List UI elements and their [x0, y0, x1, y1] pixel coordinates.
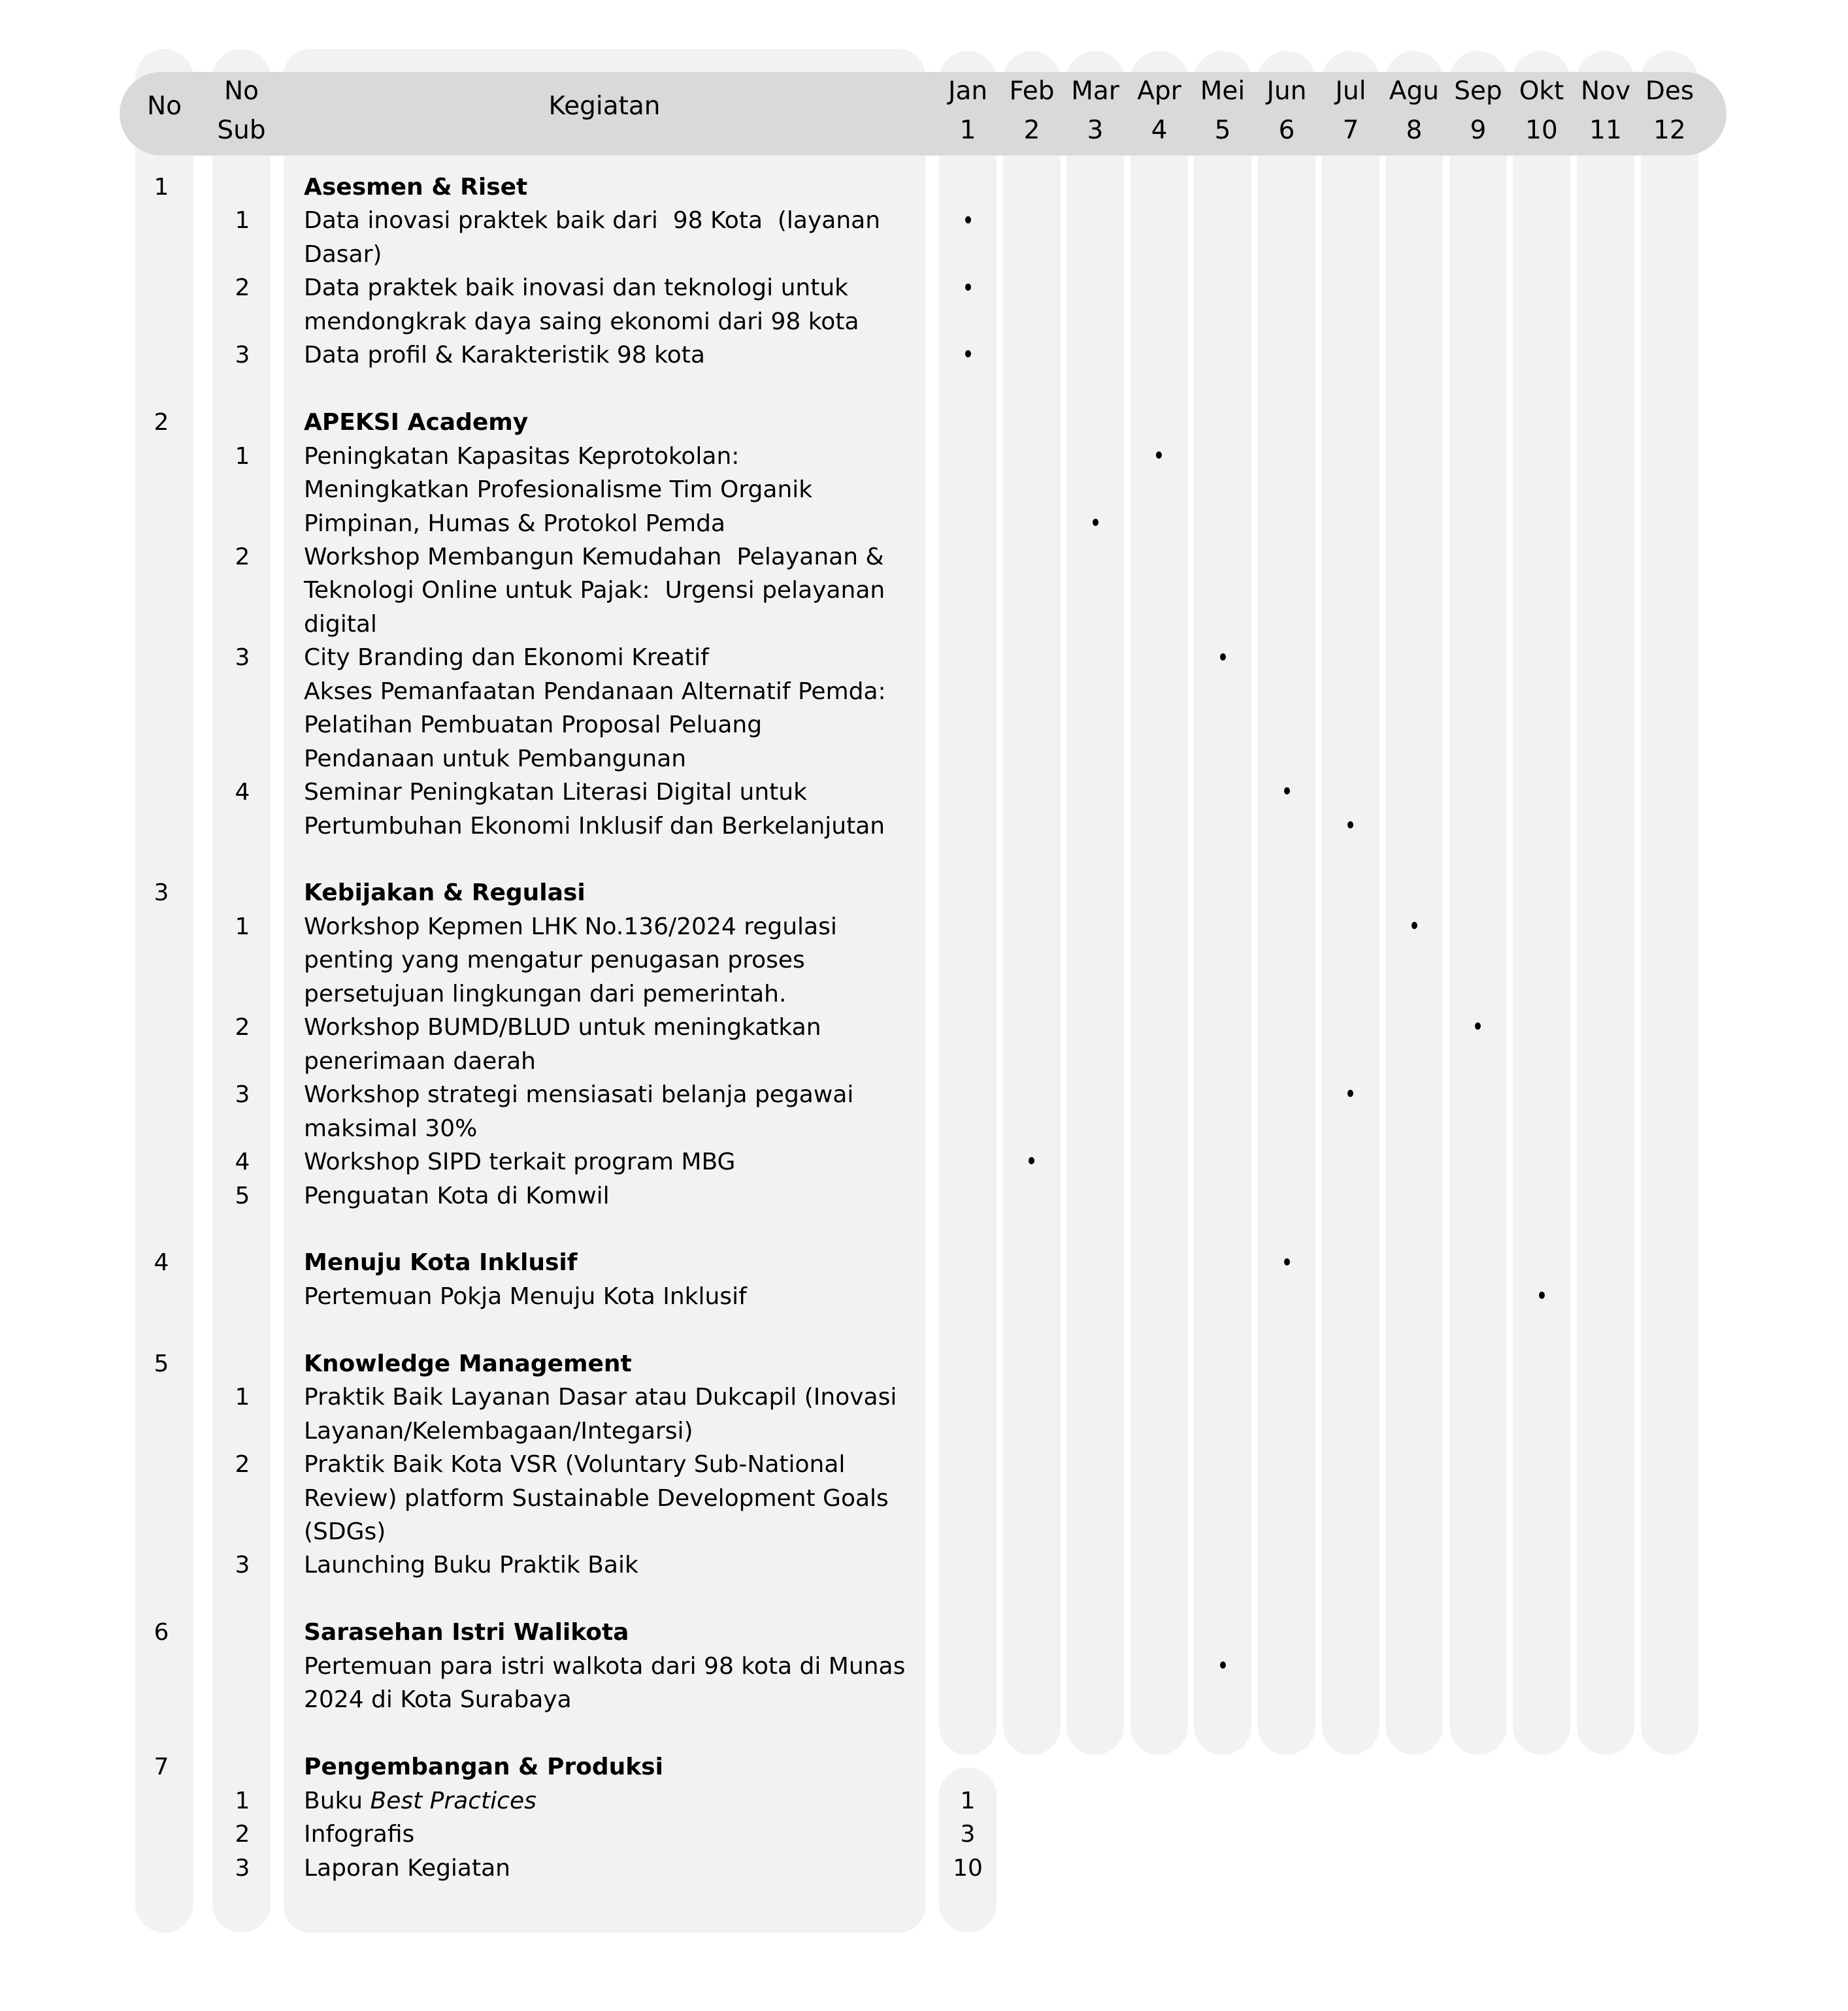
- row-sub-no: 1: [235, 207, 250, 234]
- activity-text-main: City Branding dan Ekonomi Kreatif: [304, 644, 709, 671]
- activity-text-main: Knowledge Management: [304, 1350, 632, 1377]
- schedule-dot-icon: [1475, 1022, 1481, 1030]
- activity-text-main: Pelatihan Pembuatan Proposal Peluang: [304, 711, 763, 738]
- schedule-dot-icon: [1220, 653, 1226, 661]
- activity-text-main: Kebijakan & Regulasi: [304, 879, 586, 906]
- activity-text-main: APEKSI Academy: [304, 409, 529, 436]
- activity-text: [304, 1482, 889, 1516]
- column-month-nov: [1577, 51, 1634, 1755]
- schedule-dot-icon: [1347, 821, 1353, 828]
- schedule-dot-icon: [1411, 922, 1417, 929]
- activity-text: [304, 440, 739, 474]
- header-kegiatan: Kegiatan: [548, 91, 661, 121]
- column-month-feb: [1003, 51, 1061, 1755]
- production-count: 1: [960, 1788, 976, 1814]
- row-sub-no: 3: [235, 342, 250, 368]
- header-no-sub-line2: Sub: [217, 116, 266, 145]
- activity-text: [304, 473, 812, 507]
- activity-text-main: Infografis: [304, 1821, 415, 1848]
- activity-text-main: (SDGs): [304, 1518, 386, 1545]
- activity-text-main: Dasar): [304, 241, 382, 268]
- schedule-dot-icon: [1156, 451, 1162, 459]
- activity-text-main: Peningkatan Kapasitas Keprotokolan:: [304, 443, 740, 470]
- column-month-sep: [1449, 51, 1507, 1755]
- header-no: No: [146, 91, 182, 121]
- activity-text-main: Workshop Membangun Kemudahan Pelayanan &: [304, 544, 884, 570]
- activity-text: [304, 238, 382, 272]
- row-sub-no: 5: [235, 1183, 250, 1209]
- row-sub-no: 3: [235, 1081, 250, 1108]
- activity-text-main: Pertemuan para istri walkota dari 98 kota di Munas: [304, 1653, 906, 1680]
- activity-text: [304, 305, 859, 339]
- header-month-name: Mei: [1200, 76, 1246, 106]
- activity-text: [304, 809, 885, 843]
- activity-text: [304, 338, 705, 372]
- activity-text-main: Workshop Kepmen LHK No.136/2024 regulasi: [304, 913, 837, 940]
- header-month-number: 8: [1406, 116, 1423, 145]
- activity-text: [304, 641, 709, 675]
- column-month-apr: [1130, 51, 1188, 1755]
- header-month-number: 11: [1589, 116, 1622, 145]
- group-title: [304, 1750, 663, 1784]
- activity-text: [304, 1548, 638, 1582]
- column-no: [135, 49, 193, 1933]
- activity-text-main: Meningkatkan Profesionalisme Tim Organik: [304, 476, 813, 503]
- schedule-dot-icon: [1029, 1157, 1034, 1164]
- activity-text: [304, 608, 377, 642]
- header-month-number: 3: [1087, 116, 1104, 145]
- activity-text-main: Buku: [304, 1788, 371, 1814]
- activity-text: [304, 1381, 897, 1414]
- activity-text: [304, 675, 886, 709]
- column-no-sub: [212, 49, 271, 1933]
- schedule-dot-icon: [1539, 1292, 1545, 1299]
- header-month-number: 2: [1023, 116, 1040, 145]
- group-title: [304, 1246, 577, 1280]
- column-month-jun: [1258, 51, 1315, 1755]
- activity-text: [304, 776, 807, 809]
- activity-text: [304, 1650, 905, 1684]
- activity-text: [304, 1515, 386, 1549]
- schedule-dot-icon: [1093, 519, 1098, 526]
- column-month-des: [1641, 51, 1698, 1755]
- header-month-name: Sep: [1454, 76, 1502, 106]
- row-no: 3: [154, 879, 169, 906]
- activity-text-main: mendongkrak daya saing ekonomi dari 98 kota: [304, 308, 859, 335]
- header-month-number: 1: [959, 116, 976, 145]
- activity-text-main: Workshop BUMD/BLUD untuk meningkatkan: [304, 1014, 821, 1041]
- row-sub-no: 2: [235, 1014, 250, 1041]
- activity-text-main: Penguatan Kota di Komwil: [304, 1183, 610, 1209]
- activity-text: [304, 1011, 821, 1045]
- header-month-number: 6: [1278, 116, 1295, 145]
- activity-text: [304, 1414, 693, 1448]
- header-month-number: 4: [1151, 116, 1168, 145]
- row-no: 5: [154, 1350, 169, 1377]
- activity-text-main: Menuju Kota Inklusif: [304, 1249, 578, 1276]
- production-count: 3: [960, 1821, 976, 1848]
- row-no: 1: [154, 174, 169, 201]
- header-month-name: Jan: [948, 76, 988, 106]
- schedule-dot-icon: [1220, 1661, 1226, 1669]
- activity-text-main: Launching Buku Praktik Baik: [304, 1552, 638, 1578]
- header-month-name: Apr: [1137, 76, 1181, 106]
- row-sub-no: 2: [235, 1821, 250, 1848]
- row-no: 7: [154, 1754, 169, 1780]
- activity-text: [304, 574, 885, 608]
- row-sub-no: 1: [235, 913, 250, 940]
- activity-text-main: digital: [304, 611, 377, 638]
- activity-text: [304, 1078, 853, 1112]
- header-month-number: 7: [1342, 116, 1359, 145]
- row-sub-no: 4: [235, 779, 250, 806]
- schedule-dot-icon: [1284, 787, 1290, 794]
- header-month-name: Okt: [1519, 76, 1564, 106]
- header-month-name: Des: [1645, 76, 1694, 106]
- header-no-sub-line1: No: [223, 76, 259, 106]
- row-sub-no: 2: [235, 1451, 250, 1478]
- activity-text-main: Pengembangan & Produksi: [304, 1754, 663, 1780]
- header-month-name: Agu: [1389, 76, 1440, 106]
- activity-text-main: Seminar Peningkatan Literasi Digital untuk: [304, 779, 807, 806]
- activity-text: [304, 1179, 610, 1213]
- activity-text-main: 2024 di Kota Surabaya: [304, 1686, 572, 1713]
- header-month-number: 9: [1470, 116, 1487, 145]
- activity-text-main: Pertemuan Pokja Menuju Kota Inklusif: [304, 1283, 747, 1310]
- activity-text-main: Teknologi Online untuk Pajak: Urgensi pelayanan: [304, 577, 885, 604]
- schedule-dot-icon: [1284, 1258, 1290, 1266]
- activity-text-main: Sarasehan Istri Walikota: [304, 1619, 629, 1646]
- row-sub-no: 3: [235, 644, 250, 671]
- row-sub-no: 1: [235, 1788, 250, 1814]
- activity-text-main: penerimaan daerah: [304, 1048, 536, 1075]
- activity-text: [304, 1448, 845, 1482]
- activity-text: [304, 507, 725, 541]
- column-month-agu: [1385, 51, 1443, 1755]
- row-sub-no: 3: [235, 1855, 250, 1882]
- group-title: [304, 1347, 632, 1381]
- activity-text-italic: Best Practices: [370, 1788, 536, 1814]
- activity-text-main: penting yang mengatur penugasan proses: [304, 947, 805, 973]
- header-month-name: Feb: [1009, 76, 1055, 106]
- activity-text-main: maksimal 30%: [304, 1115, 478, 1142]
- activity-text: [304, 204, 880, 238]
- activity-text-main: Praktik Baik Kota VSR (Voluntary Sub-National: [304, 1451, 846, 1478]
- activity-text: [304, 1112, 477, 1146]
- production-count: 10: [953, 1855, 983, 1882]
- activity-text-main: Laporan Kegiatan: [304, 1855, 510, 1882]
- row-no: 2: [154, 409, 169, 436]
- header-month-name: Nov: [1580, 76, 1631, 106]
- row-sub-no: 1: [235, 1384, 250, 1411]
- activity-text-main: Pertumbuhan Ekonomi Inklusif dan Berkelanjutan: [304, 813, 885, 840]
- row-sub-no: 2: [235, 544, 250, 570]
- activity-text: [304, 271, 848, 305]
- group-title: [304, 171, 527, 204]
- activity-text: [304, 1784, 536, 1818]
- column-month-okt: [1513, 51, 1570, 1755]
- header-month-number: 5: [1214, 116, 1231, 145]
- row-sub-no: 1: [235, 443, 250, 470]
- activity-text-main: Review) platform Sustainable Development Goals: [304, 1485, 889, 1512]
- activity-text: [304, 1818, 414, 1852]
- activity-text-main: Layanan/Kelembagaan/Integarsi): [304, 1418, 693, 1445]
- activity-text: [304, 1145, 735, 1179]
- activity-text-main: Asesmen & Riset: [304, 174, 528, 201]
- activity-text: [304, 943, 805, 977]
- schedule-dot-icon: [965, 350, 971, 357]
- row-no: 6: [154, 1619, 169, 1646]
- column-month-mei: [1194, 51, 1251, 1755]
- group-title: [304, 1616, 629, 1650]
- schedule-dot-icon: [965, 216, 971, 223]
- row-sub-no: 3: [235, 1552, 250, 1578]
- activity-text: [304, 1045, 536, 1079]
- schedule-dot-icon: [965, 284, 971, 291]
- activity-text-main: Workshop strategi mensiasati belanja pegawai: [304, 1081, 854, 1108]
- header-month-name: Mar: [1071, 76, 1119, 106]
- column-month-jul: [1322, 51, 1379, 1755]
- header-month-name: Jul: [1335, 76, 1366, 106]
- group-title: [304, 876, 586, 910]
- activity-text: [304, 977, 786, 1011]
- header-month-number: 12: [1653, 116, 1686, 145]
- activity-text: [304, 540, 884, 574]
- header-month-number: 10: [1525, 116, 1558, 145]
- activity-text-main: Akses Pemanfaatan Pendanaan Alternatif Pemda:: [304, 678, 886, 705]
- activity-text: [304, 1683, 572, 1717]
- activity-text-main: Data praktek baik inovasi dan teknologi untuk: [304, 274, 848, 301]
- row-no: 4: [154, 1249, 169, 1276]
- activity-text: [304, 910, 837, 944]
- activity-text: [304, 742, 686, 776]
- activity-text-main: Pendanaan untuk Pembangunan: [304, 745, 687, 772]
- row-sub-no: 2: [235, 274, 250, 301]
- activity-text-main: Data inovasi praktek baik dari 98 Kota (layanan: [304, 207, 881, 234]
- column-month-mar: [1066, 51, 1124, 1755]
- column-month-jan: [939, 51, 997, 1755]
- activity-text-main: persetujuan lingkungan dari pemerintah.: [304, 981, 787, 1007]
- group-title: [304, 406, 528, 440]
- row-sub-no: 4: [235, 1149, 250, 1175]
- activity-text-main: Pimpinan, Humas & Protokol Pemda: [304, 510, 725, 537]
- header-month-name: Jun: [1266, 76, 1307, 106]
- activity-text: [304, 1280, 747, 1314]
- activity-text: [304, 708, 762, 742]
- activity-text: [304, 1852, 510, 1886]
- schedule-dot-icon: [1347, 1090, 1353, 1097]
- activity-text-main: Data profil & Karakteristik 98 kota: [304, 342, 705, 368]
- activity-text-main: Praktik Baik Layanan Dasar atau Dukcapil (Inovasi: [304, 1384, 897, 1411]
- activity-text-main: Workshop SIPD terkait program MBG: [304, 1149, 736, 1175]
